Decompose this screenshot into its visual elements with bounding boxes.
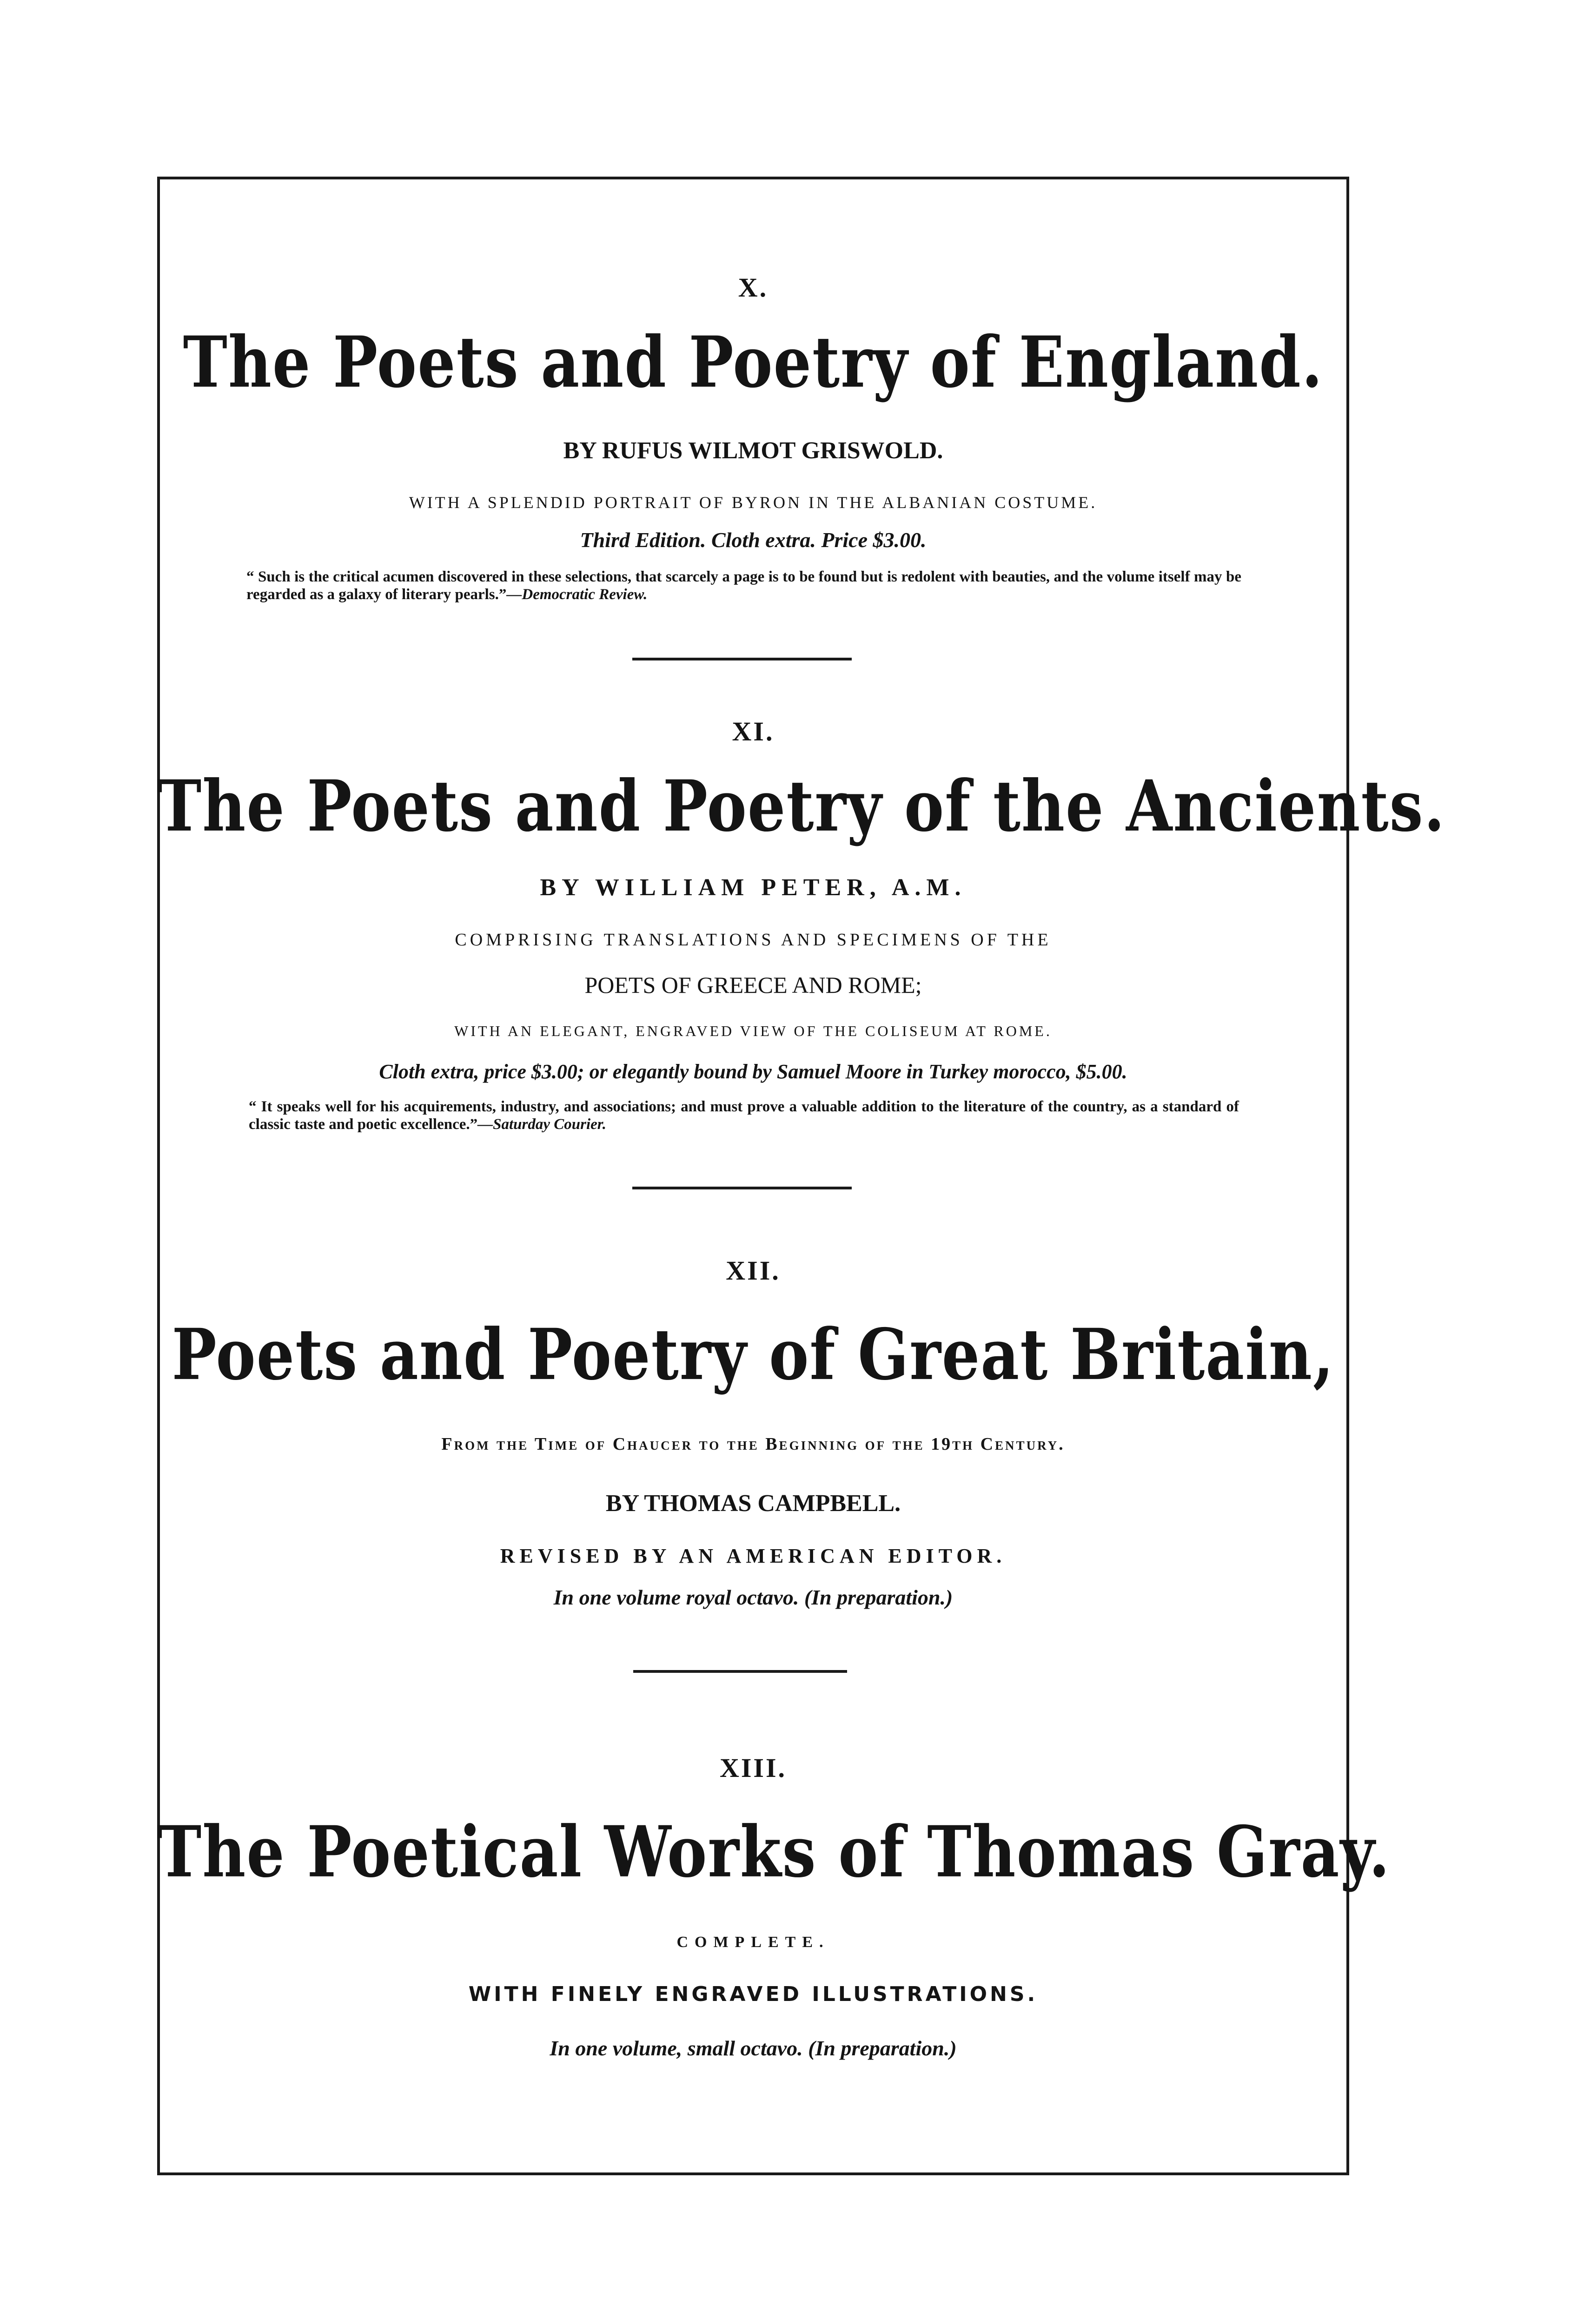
entry-details: WITH A SPLENDID PORTRAIT OF BYRON IN THE ALBANIAN COSTUME. bbox=[409, 493, 1098, 512]
entry-price: Third Edition. Cloth extra. Price $3.00. bbox=[580, 528, 927, 552]
entry-illustrations: WITH FINELY ENGRAVED ILLUSTRATIONS. bbox=[468, 1982, 1038, 2006]
entry-note: In one volume royal octavo. (In preparation.) bbox=[553, 1585, 953, 1609]
entry-numeral: XII. bbox=[726, 1255, 781, 1286]
entry-numeral: XIII. bbox=[719, 1753, 787, 1783]
entry-author: BY THOMAS CAMPBELL. bbox=[605, 1490, 901, 1517]
quote-text: “ Such is the critical acumen discovered in these selections, that scarcely a page is to be found but is redolent with beauties, and the volume itself may be regarded as a galaxy of literary pearls.” bbox=[246, 568, 1241, 603]
divider-rule bbox=[632, 1187, 852, 1189]
entry-numeral: X. bbox=[738, 272, 769, 303]
entry-numeral: XI. bbox=[732, 716, 775, 746]
entry-xi bbox=[157, 716, 1446, 1134]
entry-author: BY RUFUS WILMOT GRISWOLD. bbox=[563, 437, 943, 464]
entry-xiii bbox=[157, 1752, 1391, 2087]
entry-price: Cloth extra, price $3.00; or elegantly bound by Samuel Moore in Turkey morocco, $5.00. bbox=[379, 1060, 1127, 1083]
divider-rule bbox=[633, 1670, 847, 1673]
entry-author: BY WILLIAM PETER, A.M. bbox=[540, 874, 967, 901]
entry-complete: COMPLETE. bbox=[676, 1934, 830, 1951]
quote-source: —Democratic Review. bbox=[506, 586, 648, 603]
divider-rule bbox=[632, 658, 852, 660]
entry-title: Poets and Poetry of Great Britain, bbox=[172, 1314, 1335, 1396]
entry-line1: COMPRISING TRANSLATIONS AND SPECIMENS OF THE bbox=[455, 930, 1052, 950]
entry-line2: POETS OF GREECE AND ROME; bbox=[584, 972, 922, 998]
entry-subtitle: From the Time of Chaucer to the Beginning of the 19th Century. bbox=[441, 1434, 1065, 1454]
entry-editor: REVISED BY AN AMERICAN EDITOR. bbox=[500, 1545, 1007, 1567]
entry-quote bbox=[246, 568, 1241, 603]
entry-note: In one volume, small octavo. (In preparation.) bbox=[550, 2036, 957, 2060]
entry-line3: WITH AN ELEGANT, ENGRAVED VIEW OF THE COLISEUM AT ROME. bbox=[454, 1023, 1052, 1039]
entry-title: The Poetical Works of Thomas Gray. bbox=[157, 1811, 1391, 1894]
quote-text: “ It speaks well for his acquirements, industry, and associations; and must prove a valuable addition to the literature of the country, as a standard of classic taste and poetic excellence.” bbox=[249, 1098, 1239, 1133]
entry-title: The Poets and Poetry of the Ancients. bbox=[157, 765, 1446, 848]
entry-quote bbox=[249, 1098, 1239, 1133]
entry-xii bbox=[157, 1255, 1349, 1627]
entry-title: The Poets and Poetry of England. bbox=[183, 321, 1324, 404]
quote-source: —Saturday Courier. bbox=[477, 1116, 607, 1133]
